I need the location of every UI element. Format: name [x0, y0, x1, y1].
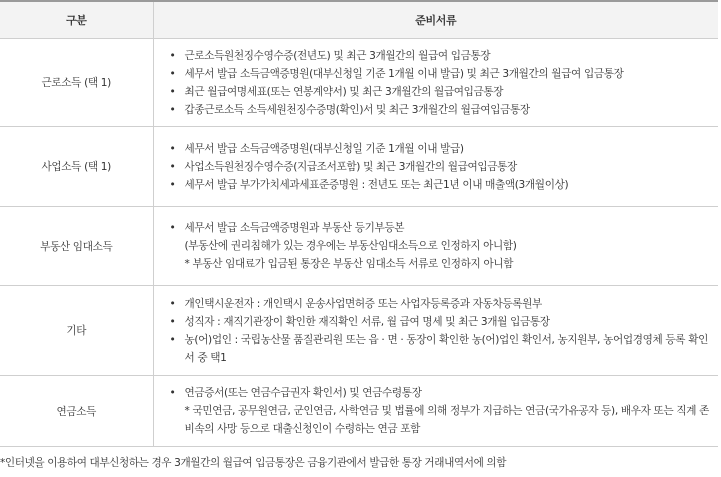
row-category: 근로소득 (택 1)	[0, 39, 153, 127]
document-note: * 부동산 임대료가 입금된 통장은 부동산 임대소득 서류로 인정하지 아니함	[184, 258, 514, 270]
row-category: 기타	[0, 286, 153, 376]
table-row	[0, 207, 718, 286]
table-header-row	[0, 1, 718, 39]
document-item: • 사업소득원천징수영수증(지급조서포함) 및 최근 3개월간의 월급여입금통장	[170, 158, 713, 176]
table-row	[0, 286, 718, 376]
document-note: * 국민연금, 공무원연금, 군인연금, 사학연금 및 법률에 의해 정부가 지급하는 연금(국가유공자 등), 배우자 또는 직계 존비속의 사망 등으로 대출신청인이 수령하는 연금 포함	[184, 405, 709, 435]
document-item: • 세무서 발급 소득금액증명원(대부신청일 기준 1개월 이내 발급) 및 최근 3개월간의 월급여 입금통장	[170, 65, 713, 83]
document-item: • 최근 월급여명세표(또는 연봉계약서) 및 최근 3개월간의 월급여입금통장	[170, 83, 713, 101]
table-row	[0, 376, 718, 447]
document-item: • 세무서 발급 소득금액증명원(대부신청일 기준 1개월 이내 발급)	[170, 140, 713, 158]
row-documents	[153, 376, 718, 447]
document-item: • 세무서 발급 소득금액증명원과 부동산 등기부등본	[170, 219, 713, 237]
row-category: 연금소득	[0, 376, 153, 447]
footnote: *인터넷을 이용하여 대부신청하는 경우 3개월간의 월급여 입금통장은 금융기관에서 발급한 통장 거래내역서에 의함	[0, 457, 507, 469]
row-documents	[153, 39, 718, 127]
row-documents	[153, 127, 718, 207]
row-documents	[153, 207, 718, 286]
document-item: • 성직자 : 재직기관장이 확인한 재직확인 서류, 월 급여 명세 및 최근 3개월 입금통장	[170, 313, 713, 331]
document-item: • 갑종근로소득 소득세원천징수증명(확인)서 및 최근 3개월간의 월급여입금통장	[170, 101, 713, 119]
row-category: 사업소득 (택 1)	[0, 127, 153, 207]
document-item: • 개인택시운전자 : 개인택시 운송사업면허증 또는 사업자등록증과 자동차등록원부	[170, 295, 713, 313]
document-item: • 연금증서(또는 연금수급권자 확인서) 및 연금수령통장	[170, 384, 713, 402]
row-documents	[153, 286, 718, 376]
header-category: 구분	[0, 1, 153, 39]
document-item: • 근로소득원천징수영수증(전년도) 및 최근 3개월간의 월급여 입금통장	[170, 47, 713, 65]
table-row	[0, 127, 718, 207]
table-row	[0, 39, 718, 127]
document-item: • 농(어)업인 : 국립농산물 품질관리원 또는 읍 · 면 · 동장이 확인한 농(어)업인 확인서, 농지원부, 농어업경영체 등록 확인서 중 택1	[170, 331, 713, 367]
row-category: 부동산 임대소득	[0, 207, 153, 286]
header-documents: 준비서류	[153, 1, 718, 39]
document-item: • 세무서 발급 부가가치세과세표준증명원 : 전년도 또는 최근1년 이내 매출액(3개월이상)	[170, 176, 713, 194]
document-note: (부동산에 권리침해가 있는 경우에는 부동산임대소득으로 인정하지 아니함)	[184, 240, 517, 252]
